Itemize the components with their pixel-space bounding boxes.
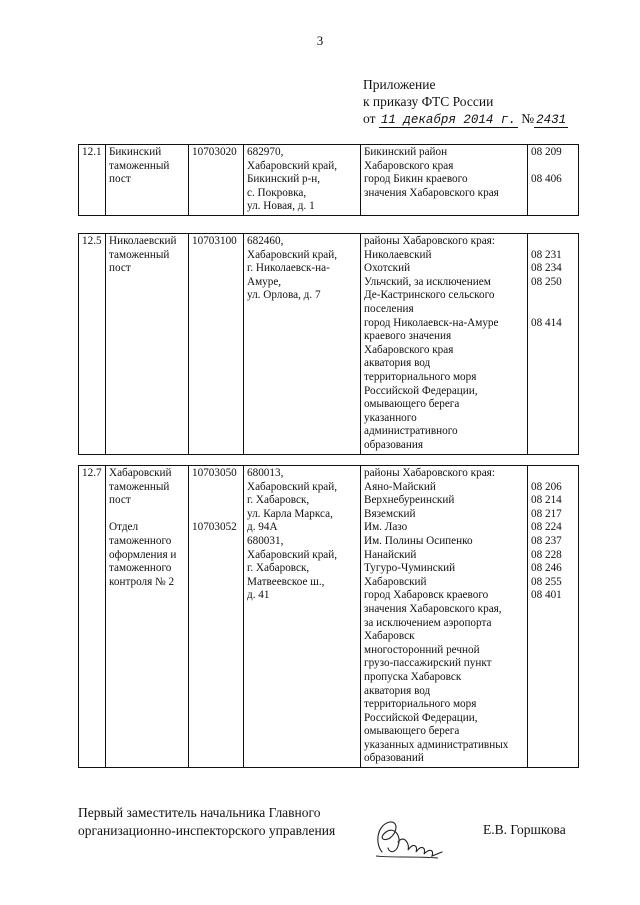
region-line: Хабаровского края (364, 159, 454, 172)
region-line: указанных административных (364, 738, 509, 751)
department-name-line: Отдел (109, 521, 139, 534)
table-group-12-1 (78, 144, 579, 216)
post-code-cell (189, 466, 244, 768)
okato-code: 08 217 (531, 507, 562, 520)
okato-code: 08 246 (531, 562, 562, 575)
region-line: образований (364, 752, 424, 765)
okato-code: 08 224 (531, 521, 562, 534)
appendix-subtitle: к приказу ФТС России (363, 94, 494, 109)
region-line: Вяземский (364, 507, 416, 520)
post-name-line: таможенный (109, 159, 170, 172)
position-line: Первый заместитель начальника Главного (78, 805, 321, 820)
order-from-label: от (363, 111, 376, 126)
row-number-cell (79, 145, 106, 216)
post-code: 10703100 (192, 235, 237, 247)
region-line: административного (364, 425, 458, 438)
address-line: г. Хабаровск, (247, 494, 310, 507)
region-line: образования (364, 438, 424, 451)
region-line: территориального моря (364, 698, 477, 711)
order-date: 11 декабря 2014 г. (380, 113, 516, 127)
region-line: Российской Федерации, (364, 384, 478, 397)
department-name-line: таможенного (109, 534, 172, 547)
region-line: районы Хабаровского края: (364, 467, 495, 479)
handwritten-signature-icon (368, 812, 448, 864)
address-line: Хабаровский край, (247, 480, 338, 493)
post-name-cell (106, 466, 189, 768)
signatory-position (78, 804, 335, 840)
post-code-cell (189, 234, 244, 455)
okato-cell (528, 145, 579, 216)
address-line: ул. Новая, д. 1 (247, 200, 315, 213)
region-line: Николаевский (364, 248, 432, 261)
post-code-cell (189, 145, 244, 216)
okato-code: 08 414 (531, 316, 562, 329)
region-line: районы Хабаровского края: (364, 235, 495, 247)
region-line: Им. Лазо (364, 521, 408, 534)
region-line: город Бикин краевого (364, 173, 468, 186)
address-line: д. 94А (247, 521, 278, 534)
region-line: Им. Полины Осипенко (364, 534, 473, 547)
address-line: г. Николаевск-на- (247, 262, 330, 275)
region-line: Хабаровск (364, 630, 415, 643)
region-line: значения Хабаровского края (364, 186, 499, 199)
okato-cell (528, 466, 579, 768)
department-code: 10703052 (192, 521, 237, 534)
row-number-cell (79, 234, 106, 455)
okato-code: 08 231 (531, 248, 562, 261)
region-line: Охотский (364, 262, 411, 275)
address-cell (244, 234, 361, 455)
address-line: г. Хабаровск, (247, 562, 310, 575)
region-cell (361, 234, 528, 455)
okato-code: 08 250 (531, 275, 562, 288)
region-line: поселения (364, 302, 414, 315)
post-code: 10703020 (192, 146, 237, 158)
okato-code: 08 206 (531, 480, 562, 493)
region-cell (361, 466, 528, 768)
post-name-cell (106, 145, 189, 216)
department-name-line: контроля № 2 (109, 575, 175, 588)
region-line: грузо-пассажирский пункт (364, 657, 492, 670)
order-number-sign: № (521, 111, 535, 126)
row-number: 12.1 (82, 146, 102, 158)
post-name-line: таможенный (109, 248, 170, 261)
region-line: значения Хабаровского края, (364, 602, 502, 615)
address-line: Амуре, (247, 275, 282, 288)
post-name-line: пост (109, 262, 131, 275)
region-line: Хабаровский (364, 575, 427, 588)
address-cell (244, 466, 361, 768)
post-name-line: пост (109, 173, 131, 186)
signatory-name: Е.В. Горшкова (483, 822, 566, 837)
address-line: с. Покровка, (247, 186, 307, 199)
row-number: 12.5 (82, 235, 102, 247)
region-line: Де-Кастринского сельского (364, 289, 495, 302)
department-name-line: таможенного (109, 562, 172, 575)
region-line: Аяно-Майский (364, 480, 436, 493)
address-line: Хабаровский край, (247, 248, 338, 261)
okato-cell (528, 234, 579, 455)
region-line: Хабаровского края (364, 343, 454, 356)
region-cell (361, 145, 528, 216)
okato-code: 08 234 (531, 262, 562, 275)
region-line: город Николаевск-на-Амуре (364, 316, 499, 329)
region-line: Российской Федерации, (364, 711, 478, 724)
okato-code: 08 406 (531, 173, 562, 186)
region-line: Бикинский район (364, 146, 448, 158)
address-line: 682970, (247, 146, 284, 158)
address-line: Хабаровский край, (247, 159, 338, 172)
address-line: ул. Карла Маркса, (247, 507, 333, 520)
region-line: территориального моря (364, 370, 477, 383)
table-group-12-7 (78, 465, 579, 768)
address-line: ул. Орлова, д. 7 (247, 289, 321, 302)
address-line: Матвеевское ш., (247, 575, 325, 588)
region-line: краевого значения (364, 330, 452, 343)
okato-code: 08 228 (531, 548, 562, 561)
okato-code: 08 401 (531, 589, 562, 602)
region-line: омывающего берега (364, 725, 460, 738)
address-cell (244, 145, 361, 216)
address-line: Хабаровский край, (247, 548, 338, 561)
region-line: акватория вод (364, 357, 431, 370)
order-reference (363, 110, 568, 128)
address-line: д. 41 (247, 589, 270, 602)
table-row (79, 466, 579, 768)
appendix-title: Приложение (363, 77, 436, 92)
post-name-line: таможенный (109, 480, 170, 493)
okato-code: 08 237 (531, 534, 562, 547)
order-number: 2431 (536, 113, 567, 127)
table-group-12-5 (78, 233, 579, 455)
position-line: организационно-инспекторского управления (78, 823, 336, 838)
region-line: указанного (364, 411, 417, 424)
region-line: пропуска Хабаровск (364, 670, 462, 683)
region-line: омывающего берега (364, 398, 460, 411)
address-line: Бикинский р-н, (247, 173, 321, 186)
region-line: многосторонний речной (364, 643, 480, 656)
okato-code: 08 209 (531, 146, 562, 158)
region-line: Нанайский (364, 548, 417, 561)
post-code: 10703050 (192, 467, 237, 479)
region-line: Ульчский, за исключением (364, 275, 491, 288)
region-line: Тугуро-Чуминский (364, 562, 456, 575)
department-name-line: оформления и (109, 548, 177, 561)
address-line: 682460, (247, 235, 284, 247)
row-number: 12.7 (82, 467, 102, 479)
region-line: акватория вод (364, 684, 431, 697)
post-name-line: Бикинский (109, 146, 162, 158)
table-row (79, 234, 579, 455)
okato-code: 08 255 (531, 575, 562, 588)
page-number: 3 (316, 33, 324, 48)
post-name-line: Хабаровский (109, 467, 172, 479)
region-line: за исключением аэропорта (364, 616, 492, 629)
address-line: 680031, (247, 534, 284, 547)
address-line: 680013, (247, 467, 284, 479)
region-line: город Хабаровск краевого (364, 589, 489, 602)
region-line: Верхнебуреинский (364, 494, 455, 507)
row-number-cell (79, 466, 106, 768)
appendix-header (363, 76, 568, 128)
okato-code: 08 214 (531, 494, 562, 507)
post-name-cell (106, 234, 189, 455)
post-name-line: Николаевский (109, 235, 177, 247)
post-name-line: пост (109, 494, 131, 507)
table-row (79, 145, 579, 216)
